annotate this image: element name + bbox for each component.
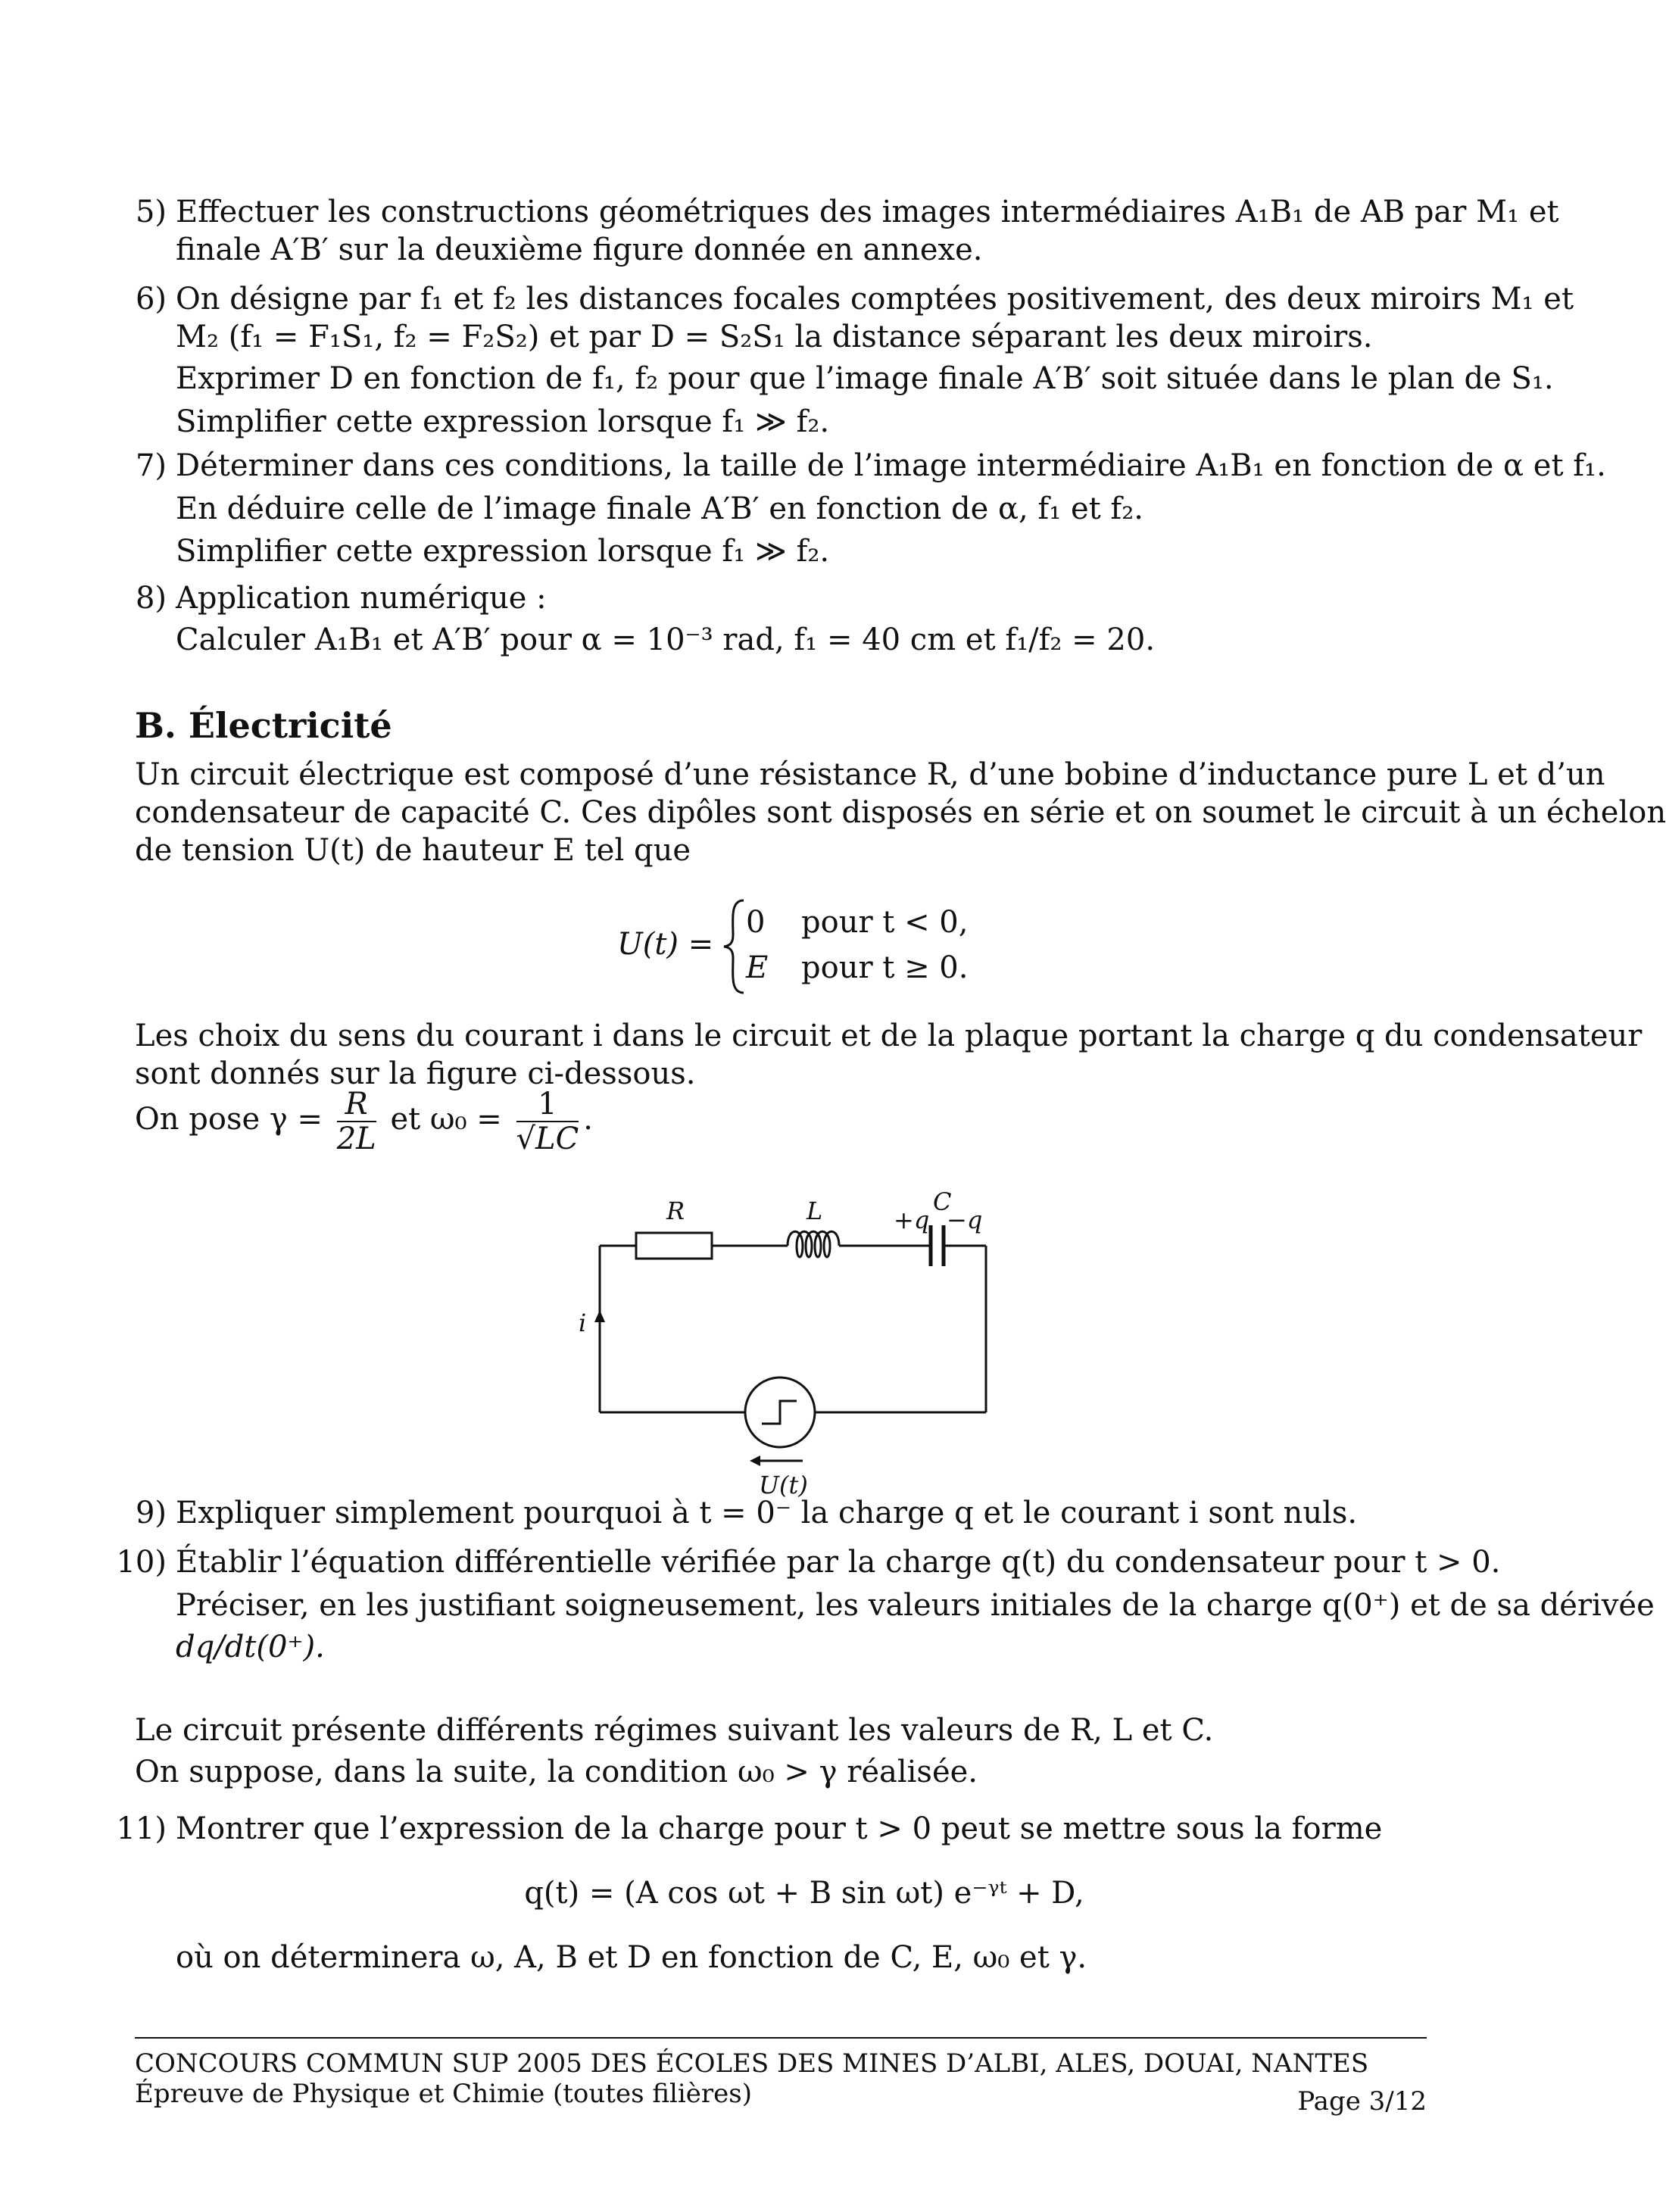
label-minus-q: −q — [947, 1206, 983, 1234]
resistor-icon — [636, 1233, 712, 1259]
label-U: U(t) — [759, 1471, 808, 1499]
case1-condition: pour t < 0, — [801, 905, 969, 940]
q7-line2: En déduire celle de l’image finale A′B′ en fonction de α, f₁ et f₂. — [176, 491, 1143, 526]
regimes-line2: On suppose, dans la suite, la condition ω₀ > γ réalisée. — [135, 1755, 978, 1789]
q11-line2: où on déterminera ω, A, B et D en fonction de C, E, ω₀ et γ. — [176, 1940, 1087, 1975]
section-title: B. Électricité — [135, 705, 392, 746]
q11-line1: Montrer que l’expression de la charge pour t > 0 peut se mettre sous la forme — [176, 1811, 1383, 1846]
omega-fraction — [516, 1087, 579, 1156]
arrow-head-icon — [750, 1455, 760, 1466]
gamma-denominator: 2L — [336, 1122, 376, 1156]
gamma-numerator: R — [337, 1087, 376, 1122]
q10-line3: dq/dt(0⁺). — [176, 1630, 325, 1664]
q7-line1: Déterminer dans ces conditions, la taille de l’image intermédiaire A₁B₁ en fonction de α et f₁. — [176, 448, 1606, 483]
q10-line1: Établir l’équation différentielle vérifiée par la charge q(t) du condensateur pour t > 0. — [176, 1545, 1501, 1580]
case2-value: E — [746, 950, 769, 985]
inductor-icon — [788, 1231, 839, 1257]
label-plus-q: +q — [894, 1206, 930, 1234]
choice-line2: sont donnés sur la figure ci-dessous. — [135, 1056, 696, 1091]
label-R: R — [666, 1196, 685, 1225]
piecewise-lhs: U(t) = — [617, 927, 714, 962]
pose-prefix: On pose γ = — [135, 1102, 323, 1137]
label-C: C — [933, 1187, 952, 1216]
footer-line1: CONCOURS COMMUN SUP 2005 DES ÉCOLES DES MINES D’ALBI, ALES, DOUAI, NANTES — [135, 2048, 1369, 2079]
page-number: Page 3/12 — [1297, 2086, 1427, 2117]
q5-line2: finale A′B′ sur la deuxième figure donnée en annexe. — [176, 232, 983, 267]
q6-line4: Simplifier cette expression lorsque f₁ ≫ f₂. — [176, 404, 830, 439]
label-L: L — [806, 1196, 823, 1225]
rlc-circuit-diagram — [560, 1181, 1015, 1499]
q6-line3: Exprimer D en fonction de f₁, f₂ pour que l’image finale A′B′ soit située dans le plan de S₁. — [176, 361, 1554, 396]
q11-equation: q(t) = (A cos ωt + B sin ωt) e⁻ᵞᵗ + D, — [524, 1876, 1084, 1911]
intro-line1: Un circuit électrique est composé d’une résistance R, d’une bobine d’inductance pure L et d’un — [135, 757, 1605, 792]
q8-line1: Application numérique : — [176, 581, 547, 616]
omega-numerator: 1 — [516, 1087, 579, 1122]
choice-line1: Les choix du sens du courant i dans le circuit et de la plaque portant la charge q du condensateur — [135, 1019, 1643, 1053]
question-number: 8) — [135, 581, 167, 616]
pose-mid: et ω₀ = — [390, 1102, 502, 1137]
q9-line1: Expliquer simplement pourquoi à t = 0⁻ la charge q et le courant i sont nuls. — [176, 1496, 1358, 1530]
omega-denominator: √LC — [516, 1122, 579, 1156]
footer-line2: Épreuve de Physique et Chimie (toutes filières) — [135, 2079, 752, 2109]
question-number: 6) — [135, 282, 167, 317]
question-number: 11) — [116, 1811, 167, 1846]
question-number: 7) — [135, 448, 167, 483]
intro-line2: condensateur de capacité C. Ces dipôles sont disposés en série et on soumet le circuit à un échelon — [135, 795, 1666, 830]
label-i: i — [579, 1309, 587, 1337]
q5-line1: Effectuer les constructions géométriques des images intermédiaires A₁B₁ de AB par M₁ et — [176, 195, 1559, 229]
footer-divider — [135, 2037, 1427, 2039]
question-number: 9) — [135, 1496, 167, 1530]
q10-line2: Préciser, en les justifiant soigneusement, les valeurs initiales de la charge q(0⁺) et de sa dérivée — [176, 1588, 1655, 1623]
question-number: 10) — [116, 1545, 167, 1580]
gamma-fraction — [337, 1087, 376, 1156]
q8-line2: Calculer A₁B₁ et A′B′ pour α = 10⁻³ rad, f₁ = 40 cm et f₁/f₂ = 20. — [176, 622, 1156, 657]
question-number: 5) — [135, 195, 167, 229]
case1-value: 0 — [746, 905, 766, 940]
current-arrow-icon — [594, 1310, 605, 1322]
intro-line3: de tension U(t) de hauteur E tel que — [135, 833, 691, 868]
q7-line3: Simplifier cette expression lorsque f₁ ≫ f₂. — [176, 534, 830, 569]
case2-condition: pour t ≥ 0. — [801, 950, 969, 985]
pose-end: . — [583, 1102, 593, 1137]
left-brace-icon — [719, 897, 750, 996]
pose-line — [135, 1087, 593, 1156]
regimes-line1: Le circuit présente différents régimes suivant les valeurs de R, L et C. — [135, 1713, 1214, 1748]
q6-line1: On désigne par f₁ et f₂ les distances focales comptées positivement, des deux miroirs M₁ et — [176, 282, 1574, 317]
q6-line2: M₂ (f₁ = F₁S₁, f₂ = F₂S₂) et par D = S₂S₁ la distance séparant les deux miroirs. — [176, 320, 1373, 354]
